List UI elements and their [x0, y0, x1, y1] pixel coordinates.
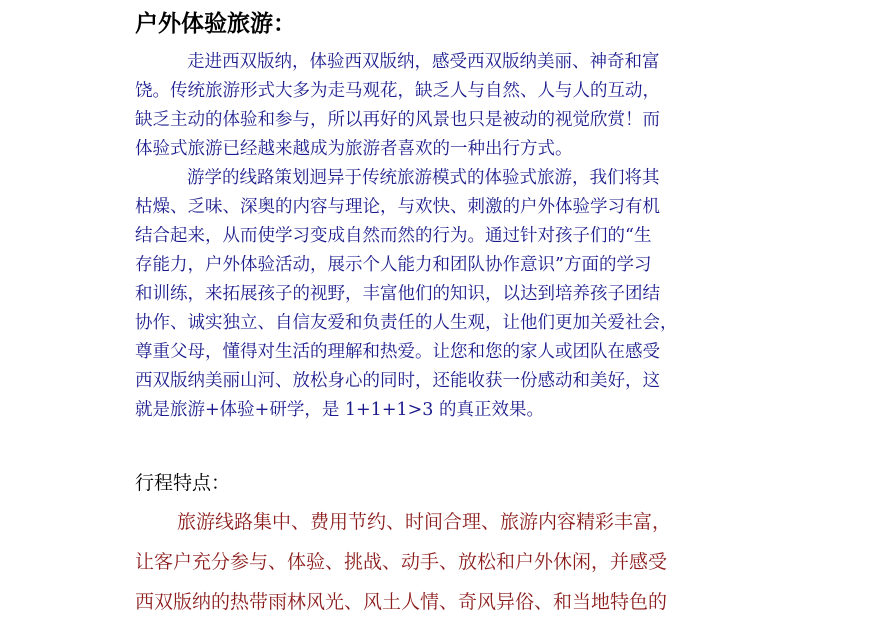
- section-title-outdoor-experience: 户外体验旅游：: [135, 10, 296, 37]
- paragraph-line: 体验式旅游已经越来越成为旅游者喜欢的一种出行方式。: [135, 139, 573, 159]
- section-title-itinerary-features: 行程特点：: [135, 472, 231, 494]
- paragraph-line: 饶。传统旅游形式大多为走马观花，缺乏人与自然、人与人的互动，: [135, 81, 660, 101]
- paragraph-line: 存能力，户外体验活动，展示个人能力和团队协作意识”方面的学习: [135, 255, 652, 275]
- paragraph-line: 西双版纳美丽山河、放松身心的同时，还能收获一份感动和美好，这: [135, 371, 660, 391]
- paragraph-line: 和训练，来拓展孩子的视野，丰富他们的知识，以达到培养孩子团结: [135, 284, 660, 304]
- paragraph-line: 游学的线路策划迥异于传统旅游模式的体验式旅游，我们将其: [187, 168, 660, 188]
- paragraph-line: 让客户充分参与、体验、挑战、动手、放松和户外休闲，并感受: [135, 551, 668, 573]
- paragraph-line: 旅游线路集中、费用节约、时间合理、旅游内容精彩丰富，: [177, 511, 672, 533]
- paragraph-line: 枯燥、乏味、深奥的内容与理论，与欢快、刺激的户外体验学习有机: [135, 197, 660, 217]
- paragraph-line: 西双版纳的热带雨林风光、风土人情、奇风异俗、和当地特色的: [135, 591, 668, 613]
- section-body-outdoor-experience: [135, 48, 755, 425]
- paragraph-line: 协作、诚实独立、自信友爱和负责任的人生观，让他们更加关爱社会，: [135, 313, 678, 333]
- paragraph-line: 缺乏主动的体验和参与，所以再好的风景也只是被动的视觉欣赏！而: [135, 110, 660, 130]
- paragraph-line: 尊重父母，懂得对生活的理解和热爱。让您和您的家人或团队在感受: [135, 342, 660, 362]
- paragraph-line: 走进西双版纳，体验西双版纳，感受西双版纳美丽、神奇和富: [187, 52, 660, 72]
- paragraph-line: 结合起来，从而使学习变成自然而然的行为。通过针对孩子们的“生: [135, 226, 652, 246]
- paragraph-line: 就是旅游+体验+研学，是 1+1+1>3 的真正效果。: [135, 400, 544, 420]
- section-body-itinerary-features: [135, 502, 755, 622]
